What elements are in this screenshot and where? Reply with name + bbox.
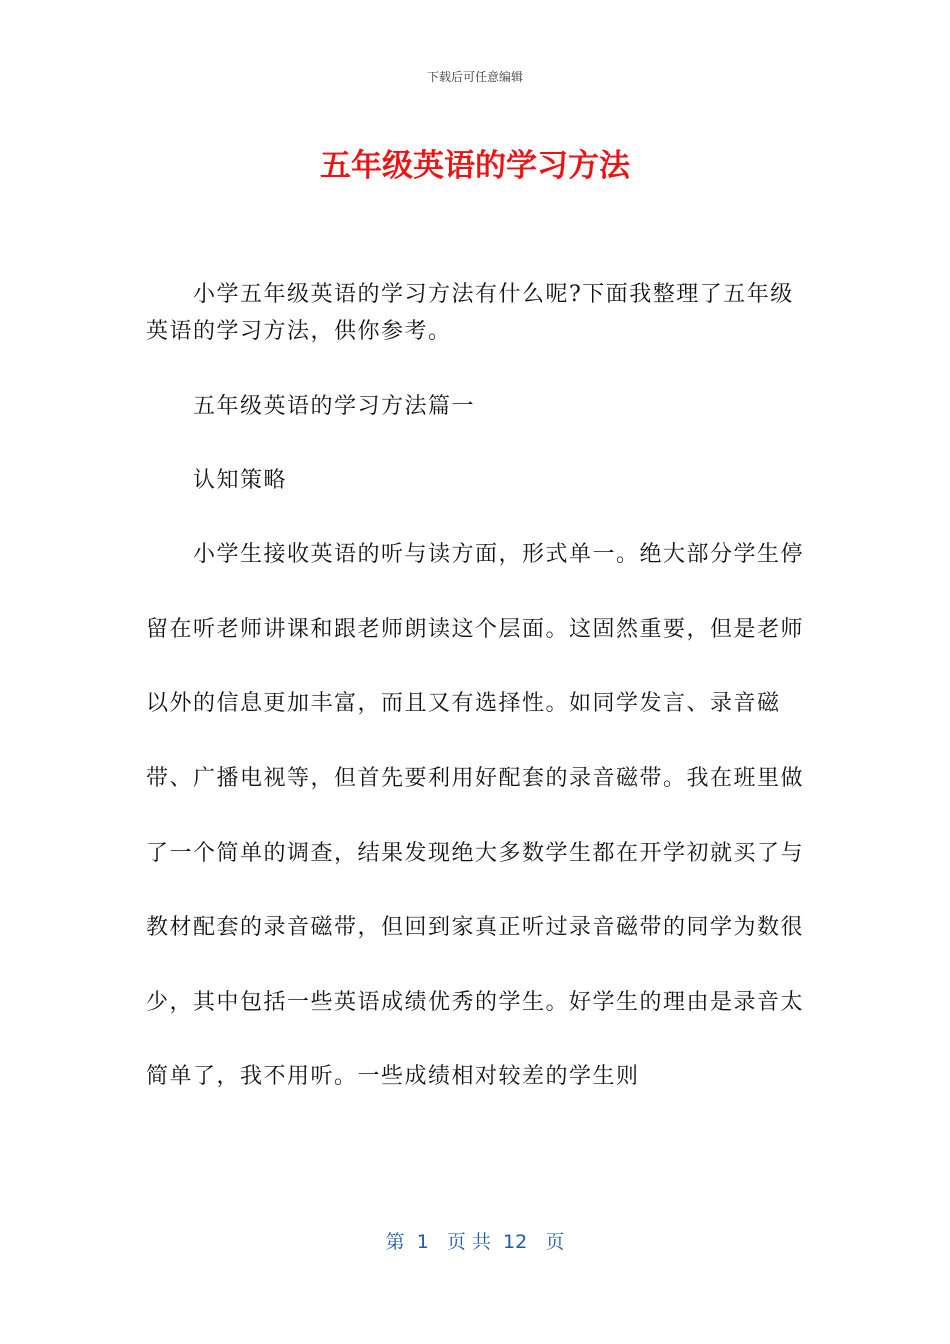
section-heading: 五年级英语的学习方法篇一 bbox=[193, 393, 476, 419]
paragraph-body: 小学生接收英语的听与读方面，形式单一。绝大部分学生停留在听老师讲课和跟老师朗读这个层面。这固然重要，但是老师以外的信息更加丰富，而且又有选择性。如同学发言、录音磁带、广播电视等，但首先要利用好配套的录音磁带。我在班里做了一个简单的调查，结果发现绝大多数学生都在开学初就买了与教材配套的录音磁带，但回到家真正听过录音磁带的同学为数很少，其中包括一些英语成绩优秀的学生。好学生的理由是录音太简单了，我不用听。一些成绩相对较差的学生则 bbox=[146, 542, 805, 1090]
subsection-heading: 认知策略 bbox=[193, 467, 288, 493]
page-number-footer: 第 1 页 共 12 页 bbox=[385, 1231, 565, 1253]
paragraph-intro: 小学五年级英语的学习方法有什么呢?下面我整理了五年级英语的学习方法，供你参考。 bbox=[146, 282, 794, 345]
document-body bbox=[146, 276, 806, 1115]
header-note: 下载后可任意编辑 bbox=[426, 70, 523, 84]
document-title: 五年级英语的学习方法 bbox=[320, 148, 630, 184]
